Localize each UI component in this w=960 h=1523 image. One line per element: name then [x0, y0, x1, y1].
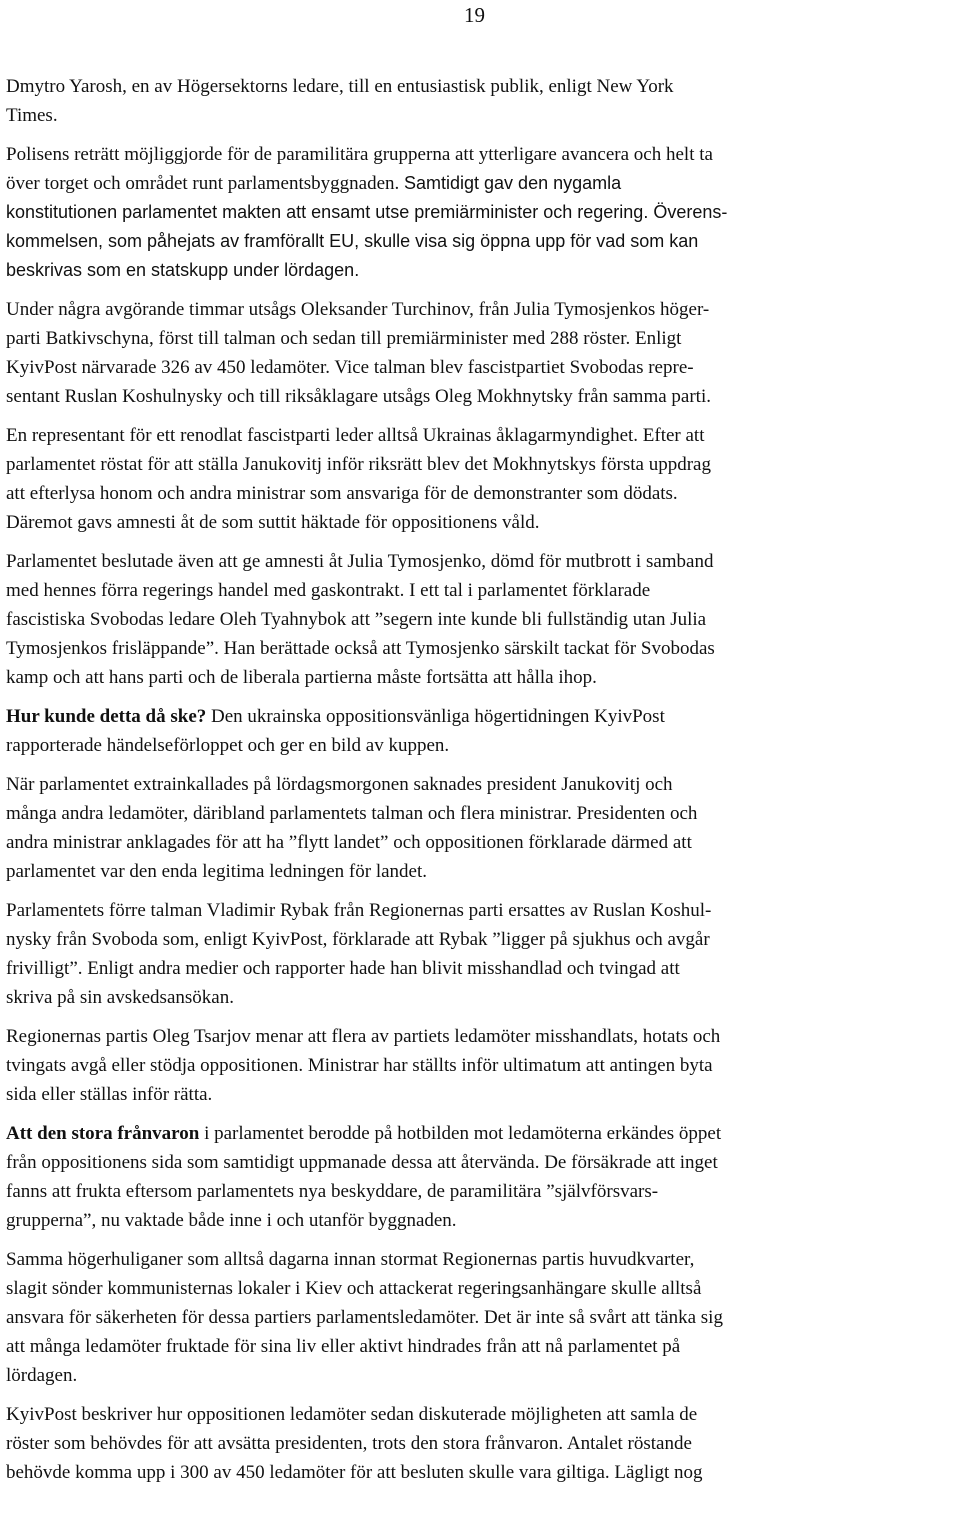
text-run: Under några avgörande timmar utsågs Oleksander Turchinov, från Julia Tymosjenkos höger- [6, 299, 710, 320]
bold-lead-in: Att den stora frånvaron [6, 1123, 200, 1144]
text-line [6, 1400, 958, 1429]
text-run: beskrivas som en statskupp under lördagen. [6, 260, 360, 280]
paragraph [6, 1400, 958, 1487]
text-line [6, 547, 958, 576]
paragraph [6, 547, 958, 692]
paragraph [6, 1245, 958, 1390]
text-line [6, 1051, 958, 1080]
text-line [6, 1458, 958, 1487]
text-run: rapporterade händelseförloppet och ger en bild av kuppen. [6, 735, 450, 756]
text-run: att många ledamöter fruktade för sina liv eller aktivt hindrades från att nå parlamentet på [6, 1336, 681, 1357]
text-run: Dmytro Yarosh, en av Högersektorns ledare, till en entusiastisk publik, enligt New York [6, 76, 674, 97]
text-run: Parlamentets förre talman Vladimir Rybak från Regionernas parti ersattes av Ruslan Koshul- [6, 900, 712, 921]
text-run: Parlamentet beslutade även att ge amnesti åt Julia Tymosjenko, dömd för mutbrott i samband [6, 551, 714, 572]
bold-lead-in: Hur kunde detta då ske? [6, 706, 207, 727]
text-line [6, 828, 958, 857]
text-run: En representant för ett renodlat fascistparti leder alltså Ukrainas åklagarmyndighet. Efter att [6, 425, 705, 446]
text-line [6, 479, 958, 508]
text-run: Tymosjenkos frisläppande”. Han berättade också att Tymosjenko särskilt tackat för Svobodas [6, 638, 715, 659]
text-run: frivilligt”. Enligt andra medier och rapporter hade han blivit misshandlad och tvingad att [6, 958, 680, 979]
paragraph [6, 1022, 958, 1109]
text-run: Samma högerhuliganer som alltså dagarna innan stormat Regionernas partis huvudkvarter, [6, 1249, 695, 1270]
document-body [6, 72, 958, 1497]
text-run: KyivPost beskriver hur oppositionen ledamöter sedan diskuterade möjligheten att samla de [6, 1404, 698, 1425]
text-line [6, 857, 958, 886]
text-line [6, 1303, 958, 1332]
text-line [6, 72, 958, 101]
paragraph [6, 72, 958, 130]
text-line [6, 1274, 958, 1303]
text-line [6, 508, 958, 537]
text-line [6, 227, 958, 256]
text-run: Polisens reträtt möjliggjorde för de paramilitära grupperna att ytterligare avancera och helt ta [6, 144, 713, 165]
text-line [6, 576, 958, 605]
text-run: många andra ledamöter, däribland parlamentets talman och flera ministrar. Presidenten och [6, 803, 698, 824]
text-run: KyivPost närvarade 326 av 450 ledamöter. Vice talman blev fascistpartiet Svobodas repre- [6, 357, 694, 378]
text-run: behövde komma upp i 300 av 450 ledamöter för att besluten skulle vara giltiga. Lägligt nog [6, 1462, 703, 1483]
text-line [6, 925, 958, 954]
text-run: röster som behövdes för att avsätta presidenten, trots den stora frånvaron. Antalet röstande [6, 1433, 692, 1454]
text-line [6, 1148, 958, 1177]
text-line [6, 1022, 958, 1051]
text-run: kommelsen, som påhejats av framförallt EU, skulle visa sig öppna upp för vad som kan [6, 231, 699, 251]
text-line [6, 731, 958, 760]
text-run: över torget och området runt parlamentsbyggnaden. [6, 173, 404, 194]
text-run: När parlamentet extrainkallades på lördagsmorgonen saknades president Janukovitj och [6, 774, 673, 795]
paragraph [6, 702, 958, 760]
text-run: ansvara för säkerheten för dessa partiers parlamentsledamöter. Det är inte så svårt att tänka sig [6, 1307, 723, 1328]
text-line [6, 1332, 958, 1361]
text-line [6, 101, 958, 130]
text-line [6, 1429, 958, 1458]
text-run: tvingats avgå eller stödja oppositionen. Ministrar har ställts inför ultimatum att antingen byta [6, 1055, 713, 1076]
page-number: 19 [464, 3, 485, 27]
paragraph [6, 140, 958, 285]
paragraph [6, 896, 958, 1012]
text-run: Den ukrainska oppositionsvänliga högertidningen KyivPost [206, 706, 665, 727]
text-run: Regionernas partis Oleg Tsarjov menar att flera av partiets ledamöter misshandlats, hotats och [6, 1026, 721, 1047]
text-run: andra ministrar anklagades för att ha ”flytt landet” och oppositionen förklarade därmed att [6, 832, 692, 853]
text-line [6, 605, 958, 634]
text-run: konstitutionen parlamentet makten att ensamt utse premiärminister och regering. Överens- [6, 202, 728, 222]
text-run: från oppositionens sida som samtidigt uppmanade dessa att återvända. De försäkrade att inget [6, 1152, 718, 1173]
text-line [6, 198, 958, 227]
text-run: sentant Ruslan Koshulnysky och till riksåklagare utsågs Oleg Mokhnytsky från samma parti. [6, 386, 711, 407]
text-run: parlamentet var den enda legitima ledningen för landet. [6, 861, 427, 882]
text-run: i parlamentet berodde på hotbilden mot ledamöterna erkändes öppet [199, 1123, 722, 1144]
text-run: med hennes förra regerings handel med gaskontrakt. I ett tal i parlamentet förklarade [6, 580, 651, 601]
text-run: skriva på sin avskedsansökan. [6, 987, 234, 1008]
text-line [6, 256, 958, 285]
text-line [6, 140, 958, 169]
text-run: parlamentet röstat för att ställa Janukovitj inför riksrätt blev det Mokhnytskys första uppdrag [6, 454, 711, 475]
text-line [6, 896, 958, 925]
text-line [6, 382, 958, 411]
text-line [6, 983, 958, 1012]
paragraph [6, 295, 958, 411]
text-line [6, 295, 958, 324]
text-run: lördagen. [6, 1365, 78, 1386]
text-run: slagit sönder kommunisternas lokaler i Kiev och attackerat regeringsanhängare skulle alltså [6, 1278, 702, 1299]
text-line [6, 353, 958, 382]
text-line [6, 324, 958, 353]
text-line [6, 1361, 958, 1390]
text-line [6, 1206, 958, 1235]
text-line [6, 770, 958, 799]
paragraph [6, 421, 958, 537]
text-line [6, 1245, 958, 1274]
text-run: kamp och att hans parti och de liberala partierna måste fortsätta att hålla ihop. [6, 667, 597, 688]
text-run: Däremot gavs amnesti åt de som suttit häktade för oppositionens våld. [6, 512, 540, 533]
text-run: parti Batkivschyna, först till talman och sedan till premiärminister med 288 röster. Enligt [6, 328, 682, 349]
text-run: att efterlysa honom och andra ministrar som ansvariga för de demonstranter som dödats. [6, 483, 678, 504]
text-line [6, 702, 958, 731]
text-run: Times. [6, 105, 58, 126]
text-line [6, 1080, 958, 1109]
text-run: Samtidigt gav den nygamla [404, 173, 622, 193]
text-run: nysky från Svoboda som, enligt KyivPost, förklarade att Rybak ”ligger på sjukhus och avgår [6, 929, 710, 950]
text-line [6, 954, 958, 983]
text-line [6, 634, 958, 663]
paragraph [6, 1119, 958, 1235]
text-run: sida eller ställas inför rätta. [6, 1084, 213, 1105]
text-run: fanns att frukta eftersom parlamentets nya beskyddare, de paramilitära ”självförsvars- [6, 1181, 659, 1202]
text-line [6, 663, 958, 692]
paragraph [6, 770, 958, 886]
text-line [6, 450, 958, 479]
text-line [6, 421, 958, 450]
text-line [6, 169, 958, 198]
text-run: fascistiska Svobodas ledare Oleh Tyahnybok att ”segern inte kunde bli fullständig utan Julia [6, 609, 707, 630]
text-line [6, 1119, 958, 1148]
text-run: grupperna”, nu vaktade både inne i och utanför byggnaden. [6, 1210, 457, 1231]
text-line [6, 799, 958, 828]
text-line [6, 1177, 958, 1206]
